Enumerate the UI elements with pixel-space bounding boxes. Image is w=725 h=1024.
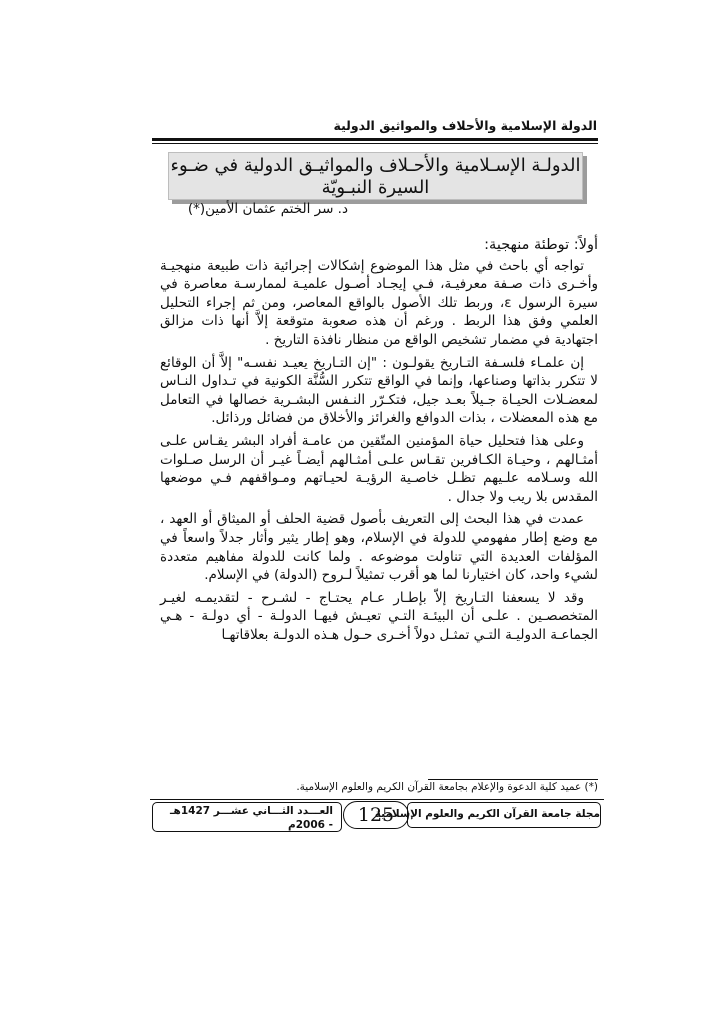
header-rule (152, 138, 598, 144)
footer-journal-name: مجلة جامعة القرآن الكريم والعلوم الإسلامية (407, 802, 601, 828)
article-title: الدولـة الإسـلامية والأحـلاف والمواثيـق الدولية في ضـوء السيرة النبـويّة (168, 152, 583, 200)
issue-year: - 2006م (288, 819, 333, 831)
footer-rule (150, 799, 604, 800)
paragraph: عمدت في هذا البحث إلى التعريف بأصول قضية الحلف أو الميثاق أو العهد ، مع وضع إطار مفهومي للدولة في الإسلام، وهو إطار يثير وأثار جدلاً واسعاً في المؤلفات العديدة التي تناولت موضوعه . ولما كانت للدولة مفاهيم متعددة لشيء واحد، كان اختيارنا لما هو أقرب تمثيلاً لـروح (الدولة) في الإسلام. (160, 511, 598, 584)
footnote-rule (428, 779, 598, 780)
author-line: د. سر الختم عثمان الأمين(*) (187, 201, 348, 217)
paragraph: وعلى هذا فتحليل حياة المؤمنين المتّقين من عامـة أفراد البشر يقـاس علـى أمثـالهم ، وحيـاة الكـافرين تقـاس علـى أمثـالهم أيضـاً غيـر أن الرسل صـلوات الله وسـلامه علـيهم تظـل خاصـية الرؤيـة لحيـاتهم ومـواقفهم فـي موضعها المقدس بلا ريب ولا جدال . (160, 432, 598, 505)
paragraph: وقد لا يسعفنا التـاريخ إلاّ بإطـار عـام يحتـاج - لشـرح - لتقديمـه لغيـر المتخصصـين . علـى أن البيئـة التـي تعيـش فيهـا الدولـة - أي دولـة - هـي الجماعـة الدوليـة التـي تمثـل دولاً أخـرى حـول هـذه الدولـة بعلاقاتهـا (160, 589, 598, 643)
footnote: (*) عميد كلية الدعوة والإعلام بجامعة القرآن الكريم والعلوم الإسلامية. (296, 781, 598, 793)
issue-number: العـــدد الثـــاني عشـــر 1427هـ (169, 805, 333, 817)
paragraph: تواجه أي باحث في مثل هذا الموضوع إشكالات إجرائية ذات طبيعة منهجيـة وأخـرى ذات صـفة معرفيـة، فـي إيجـاد أصـول علميـة لممارسـة معاصرة في سيرة الرسول ε، وربط تلك الأصول بالواقع المعاصر، ومن ثم إجراء التحليل العلمي وفق هذا الربط . ورغم أن هذه صعوبة متوقعة إلاَّ أنها ذات مزالق اجتهادية في مضمار تشخيص الواقع من منظار نافذة التاريخ . (160, 257, 598, 348)
page-number: 125 (343, 801, 409, 829)
footer-issue-info (152, 802, 342, 832)
section-heading: أولاً: توطئة منهجية: (484, 237, 598, 253)
paragraph: إن علمـاء فلسـفة التـاريخ يقولـون : "إن التـاريخ يعيـد نفسـه" إلاَّ أن الوقائع لا تتكرر بذاتها وصناعها، وإنما في الواقع تتكرر السُّنَّة الكونية في تـداول النـاس لمعضـلات الحيـاة جـيلاً بعـد جيل، فتكـرّر النـفس البشـرية خصالها في التعامل مع هذه المعضلات ، بذات الدوافع والغرائز والأخلاق من فضائل ورذائل. (160, 354, 598, 427)
running-header: الدولة الإسلامية والأحلاف والمواثيق الدولية (333, 118, 597, 133)
article-body (160, 236, 598, 648)
